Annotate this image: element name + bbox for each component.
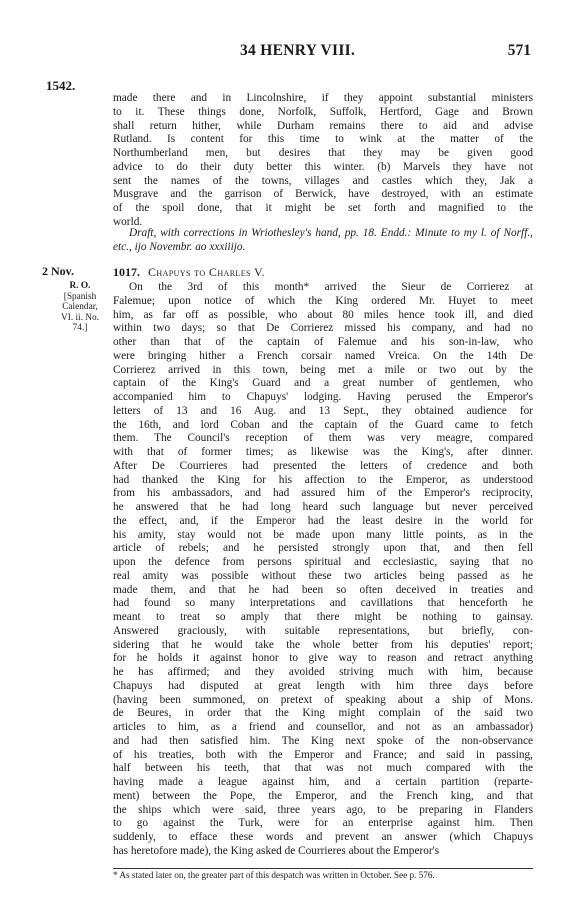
text-line: with that of former times; as likewise was the King's, after dinner. <box>113 446 533 458</box>
text-line: Musgrave and the garrison of Berwick, have destroyed, with an estimate <box>113 188 533 201</box>
year-margin-note: 1542. <box>46 78 76 93</box>
text-line: letters of 13 and 16 Aug. and 13 Sept., they obtained audience for <box>113 404 533 417</box>
text-line: advice to do their duty better this winter. (b) Marvels they have not <box>113 160 533 173</box>
draft-endorsement-note <box>113 227 533 255</box>
text-line: the 16th, and lord Coban and the captain of the Guard came to fetch <box>113 418 533 431</box>
entry-1017-body <box>113 281 533 859</box>
text-line: to it. These things done, Norfolk, Suffolk, Hertford, Gage and Brown <box>113 105 533 118</box>
source-line: VI. ii. No. <box>61 312 99 323</box>
text-line: Answered graciously, with suitable representations, but briefly, con- <box>113 624 533 637</box>
text-line: upon the defence from persons spiritual and ecclesiastic, saying that no <box>113 556 533 568</box>
entry-number: 1017. <box>113 265 140 279</box>
text-line: and had then satisfied him. The King next spoke of the non-observance <box>113 734 533 747</box>
text-line: to go against the Turk, were for an enterprise against him. Then <box>113 817 533 830</box>
text-line: sidering that he would take the whole better from his deputies' report; <box>113 638 533 651</box>
text-line: On the 3rd of this month* arrived the Sieur de Corrierez at <box>129 281 533 293</box>
text-line: had thanked the King for his affection to the Emperor, as understood <box>113 473 533 486</box>
text-line: world. <box>113 215 143 228</box>
text-line: the ships which were said, three years ago, to be preparing in Flanders <box>113 803 533 816</box>
text-line: Northumberland men, but desires that they may be given good <box>113 147 533 159</box>
text-line: having made a league against him, and a certain partition (reparte- <box>113 776 533 788</box>
text-line: article of rebels; and he persisted strongly upon that, and then fell <box>113 542 533 555</box>
text-line: had found so many interpretations and cavillations that henceforth he <box>113 597 533 610</box>
text-line: sent the names of the towns, villages and castles which they, Jak a <box>113 174 533 187</box>
entry-heading <box>113 265 265 280</box>
draft-note-text: Draft, with corrections in Wriothesley's hand, pp. 18. Endd.: Minute to my l. of Norff., etc., ijo Novembr. ao xxxiiijo. <box>113 227 533 253</box>
text-line: half between his teeth, that that was not much compared with the <box>113 762 533 775</box>
text-line: of the spoil done, that it might be set forth and magnified to the <box>113 202 533 214</box>
footnote-divider <box>113 868 533 869</box>
text-line: from his ambassadors, and had assured him of the Emperor's reciprocity, <box>113 487 533 500</box>
text-line: he answered that he had long heard such language but never perceived <box>113 501 533 513</box>
running-head: 34 HENRY VIII. <box>240 42 356 59</box>
text-line: Rutland. Is content for this time to wink at the matter of the <box>113 133 533 146</box>
text-line: articles to him, as a friend and counsellor, and not as an ambassador) <box>113 721 533 733</box>
source-line: [Spanish <box>63 291 97 302</box>
text-line: were bringing hither a French corsair named Vreica. On the 14th De <box>113 349 533 362</box>
text-line: After De Courrieres had presented the letters of credence and both <box>113 459 533 472</box>
text-line: other than that of the captain of Falemue and his son-in-law, who <box>113 336 533 348</box>
text-line: for he holds it against honor to give way to reason and retract anything <box>113 652 533 665</box>
text-line: suddenly, to efface these words and prevent an answer (which Chapuys <box>113 831 533 843</box>
text-line: meant to treat so amply that there might be nothing to gainsay. <box>113 611 533 623</box>
text-line: de Beures, in order that the King might complain of the said two <box>113 707 533 720</box>
source-line: 74.] <box>72 323 88 333</box>
text-line: shall return hither, while Durham remains there to aid and advise <box>113 119 533 132</box>
entry-1017-prior-text <box>113 92 533 230</box>
text-line: accompanied him to Chapuys' lodging. Having perused the Emperor's <box>113 391 533 403</box>
text-line: the effect, and, if the Emperor had the least desire in the world for <box>113 514 533 527</box>
text-line: him, as far off as possible, who about 80 miles hence took ill, and died <box>113 308 533 321</box>
footnote: * As stated later on, the greater part of this despatch was written in October. See p. 576. <box>113 870 435 880</box>
text-line: ment) between the Pope, the Emperor, and the French king, and that <box>113 789 533 802</box>
source-line: Calendar, <box>62 302 98 312</box>
source-line: R. O. <box>69 281 91 291</box>
text-line: Falemue; upon notice of which the King ordered Mr. Huyet to meet <box>113 294 533 307</box>
page-number: 571 <box>507 42 531 59</box>
text-line: Chapuys had disputed at great length with him three days before <box>113 679 533 692</box>
text-line: real amity was possible without these two articles being passed as he <box>113 569 533 582</box>
text-line: has heretofore made), the King asked de Courrieres about the Emperor's <box>113 844 440 857</box>
entry-date: 2 Nov. <box>42 264 75 278</box>
text-line: made them, and that he had been so often deceived in treaties and <box>113 583 533 596</box>
text-line: he has affirmed; and they avoided striving much with him, because <box>113 666 533 678</box>
text-line: captain of the King's Guard and a great number of gentlemen, who <box>113 377 533 390</box>
text-line: made there and in Lincolnshire, if they appoint substantial ministers <box>113 92 533 104</box>
text-line: of his treaties, both with the Emperor and France; and said in passing, <box>113 748 533 761</box>
text-line: Corrierez arrived in this town, being met a mile or two out by the <box>113 363 533 376</box>
text-line: them. The Council's reception of them was very meagre, compared <box>113 432 533 445</box>
entry-title: Chapuys to Charles V. <box>148 265 265 279</box>
source-reference <box>52 281 108 334</box>
text-line: within two days; so that De Corrierez missed his company, and had no <box>113 322 533 335</box>
text-line: (having been summoned, on pretext of speaking about a ship of Mons. <box>113 693 533 706</box>
text-line: his amity, stay would not be made upon many little points, as in the <box>113 528 533 541</box>
